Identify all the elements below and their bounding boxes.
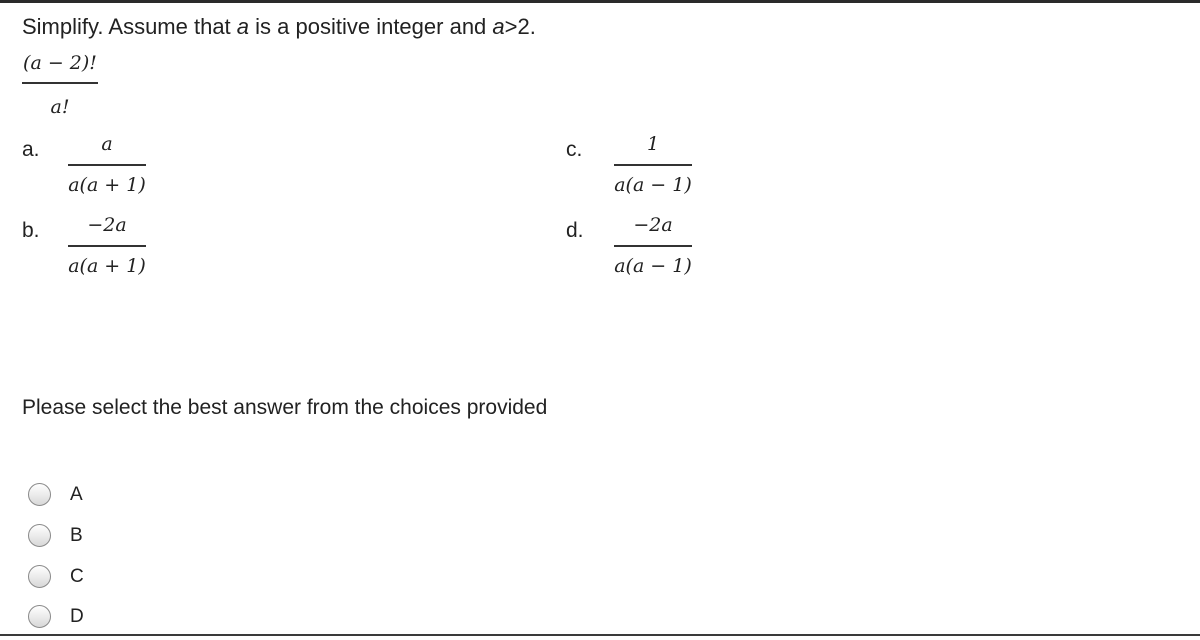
question-variable: a [492,14,505,39]
option-label[interactable]: A [70,483,83,505]
bottom-border [0,634,1200,636]
option-a[interactable] [28,483,83,506]
option-label[interactable]: B [70,524,83,546]
question-middle: is a positive integer and [249,14,493,39]
expression-denominator: a! [50,95,70,118]
choice-a-denominator: a(a + 1) [68,173,146,196]
fraction-bar [614,164,692,166]
radio-button[interactable] [28,524,51,547]
fraction-bar [22,82,98,84]
question-variable: a [236,14,250,39]
option-label[interactable]: D [70,605,84,627]
expression-numerator: (a − 2)! [23,52,97,74]
choice-b-numerator: −2a [87,214,127,236]
option-c[interactable] [28,565,84,588]
choice-a-numerator: a [101,133,113,155]
top-border [0,0,1200,3]
fraction-bar [614,245,692,247]
choice-d-letter: d. [566,219,584,242]
fraction-bar [68,164,146,166]
option-label[interactable]: C [70,565,84,587]
choice-c-denominator: a(a − 1) [614,173,692,196]
question-text [22,14,536,40]
choice-c-letter: c. [566,138,583,161]
choice-a-fraction [68,133,146,196]
choice-b-letter: b. [22,219,40,242]
choice-a-letter: a. [22,138,40,161]
radio-button[interactable] [28,605,51,628]
expression-fraction [22,52,98,118]
choice-d-numerator: −2a [633,214,673,236]
option-b[interactable] [28,524,83,547]
radio-button[interactable] [28,565,51,588]
choice-c-fraction [614,133,692,196]
choice-c-numerator: 1 [646,133,660,155]
choice-b-fraction [68,214,146,277]
choice-d-denominator: a(a − 1) [614,254,692,277]
choice-d-fraction [614,214,692,277]
option-d[interactable] [28,605,84,628]
choice-b-denominator: a(a + 1) [68,254,146,277]
radio-button[interactable] [28,483,51,506]
fraction-bar [68,245,146,247]
question-prefix: Simplify. Assume that [22,14,237,39]
answer-prompt: Please select the best answer from the choices provided [22,396,548,419]
question-suffix: >2. [504,14,536,39]
